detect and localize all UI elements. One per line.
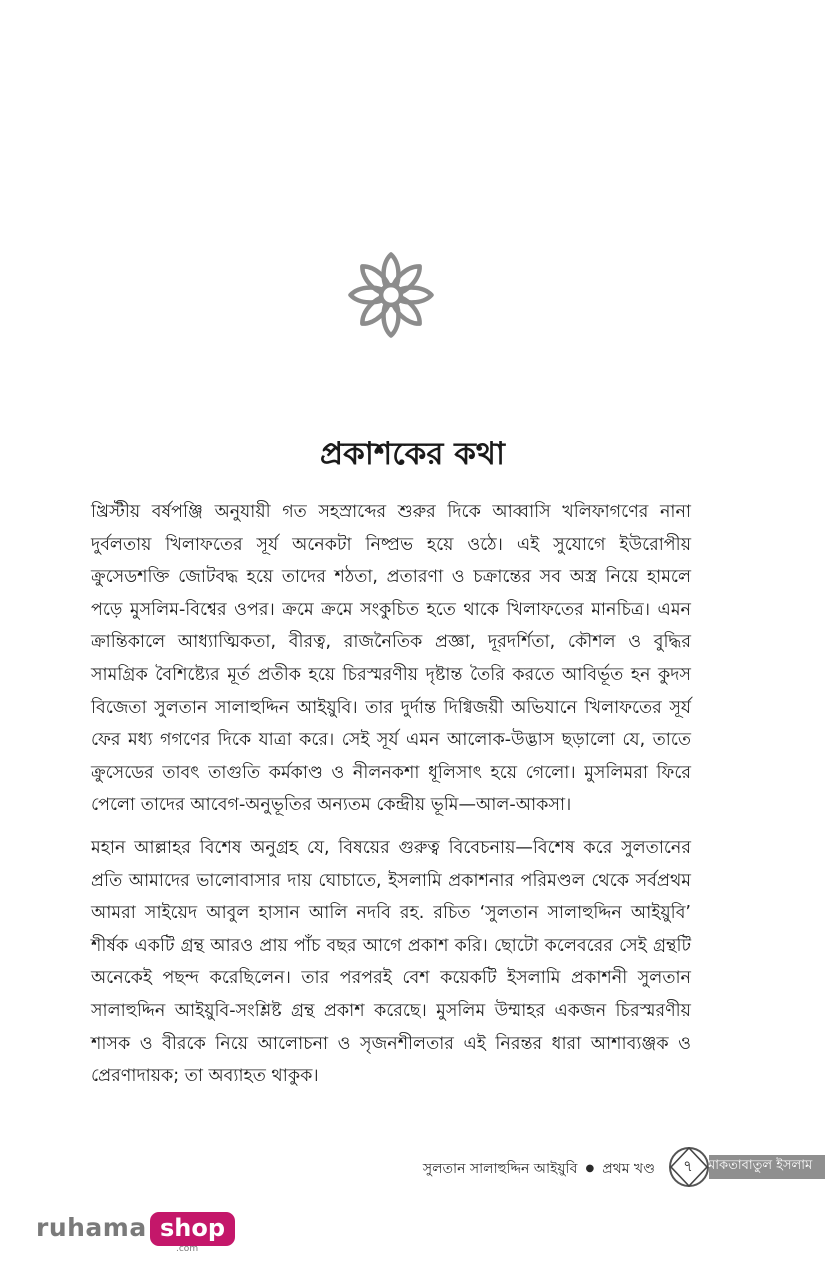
flower-ornament-icon bbox=[346, 250, 436, 340]
book-title: সুলতান সালাহুদ্দিন আইয়ুবি bbox=[422, 1161, 578, 1177]
logo-shop-badge: shop bbox=[150, 1212, 235, 1246]
page-title: প্রকাশকের কথা bbox=[320, 436, 505, 472]
paragraph-2: মহান আল্লাহর বিশেষ অনুগ্রহ যে, বিষয়ের গুরুত্ব বিবেচনায়—বিশেষ করে সুলতানের প্রতি আমাদের ভালোবাসার দায় ঘোচাতে, ইসলামি প্রকাশনার পরিমণ্ডল থেকে সর্বপ্রথম আমরা সাইয়েদ আবুল হাসান আলি নদবি রহ. রচিত ‘সুলতান সালাহুদ্দিন আইয়ুবি’ শীর্ষক একটি গ্রন্থ আরও প্রায় পাঁচ বছর আগে প্রকাশ করি। ছোটো কলেবরের সেই গ্রন্থটি অনেকেই পছন্দ করেছিলেন। তার পরপরই বেশ কয়েকটি ইসলামি প্রকাশনী সুলতান সালাহুদ্দিন আইয়ুবি-সংশ্লিষ্ট গ্রন্থ প্রকাশ করেছে। মুসলিম উম্মাহর একজন চিরস্মরণীয় শাসক ও বীরকে নিয়ে আলোচনা ও সৃজনশীলতার এই নিরন্তর ধারা আশাব্যঞ্জক ও প্রেরণাদায়ক; তা অব্যাহত থাকুক। bbox=[91, 837, 691, 1087]
ornament-center bbox=[381, 285, 401, 305]
page-footer bbox=[0, 1145, 825, 1189]
bullet-separator: ● bbox=[585, 1163, 595, 1174]
running-head bbox=[423, 1157, 655, 1181]
series-name: মাকতাবাতুল ইসলাম bbox=[708, 1158, 813, 1173]
logo-brand-text: ruhama bbox=[36, 1213, 147, 1242]
volume-label: প্রথম খণ্ড bbox=[602, 1161, 655, 1177]
body-text bbox=[91, 496, 691, 1093]
page-number: ৭ bbox=[683, 1157, 693, 1175]
paragraph-1: খ্রিস্টীয় বর্ষপঞ্জি অনুযায়ী গত সহস্রাব্দের শুরুর দিকে আব্বাসি খলিফাগণের নানা দুর্বলতায় খিলাফতের সূর্য অনেকটা নিষ্প্রভ হয়ে ওঠে। এই সুযোগে ইউরোপীয় ক্রুসেডশক্তি জোটবদ্ধ হয়ে তাদের শঠতা, প্রতারণা ও চক্রান্তের সব অস্ত্র নিয়ে হামলে পড়ে মুসলিম-বিশ্বের ওপর। ক্রমে ক্রমে সংকুচিত হতে থাকে খিলাফতের মানচিত্র। এমন ক্রান্তিকালে আধ্যাত্মিকতা, বীরত্ব, রাজনৈতিক প্রজ্ঞা, দূরদর্শিতা, কৌশল ও বুদ্ধির সামগ্রিক বৈশিষ্ট্যের মূর্ত প্রতীক হয়ে চিরস্মরণীয় দৃষ্টান্ত তৈরি করতে আবির্ভূত হন কুদস বিজেতা সুলতান সালাহুদ্দিন আইয়ুবি। তার দুর্দান্ত দিগ্বিজয়ী অভিযানে খিলাফতের সূর্য ফের মধ্য গগণের দিকে যাত্রা করে। সেই সূর্য এমন আলোক-উদ্ভাস ছড়ালো যে, তাতে ক্রুসেডের তাবৎ তাগুতি কর্মকাণ্ড ও নীলনকশা ধূলিসাৎ হয়ে গেলো। মুসলিমরা ফিরে পেলো তাদের আবেগ-অনুভূতির অন্যতম কেন্দ্রীয় ভূমি—আল-আকসা। bbox=[91, 502, 691, 816]
ruhamashop-logo bbox=[36, 1210, 236, 1260]
logo-domain-text: .com bbox=[176, 1244, 199, 1254]
